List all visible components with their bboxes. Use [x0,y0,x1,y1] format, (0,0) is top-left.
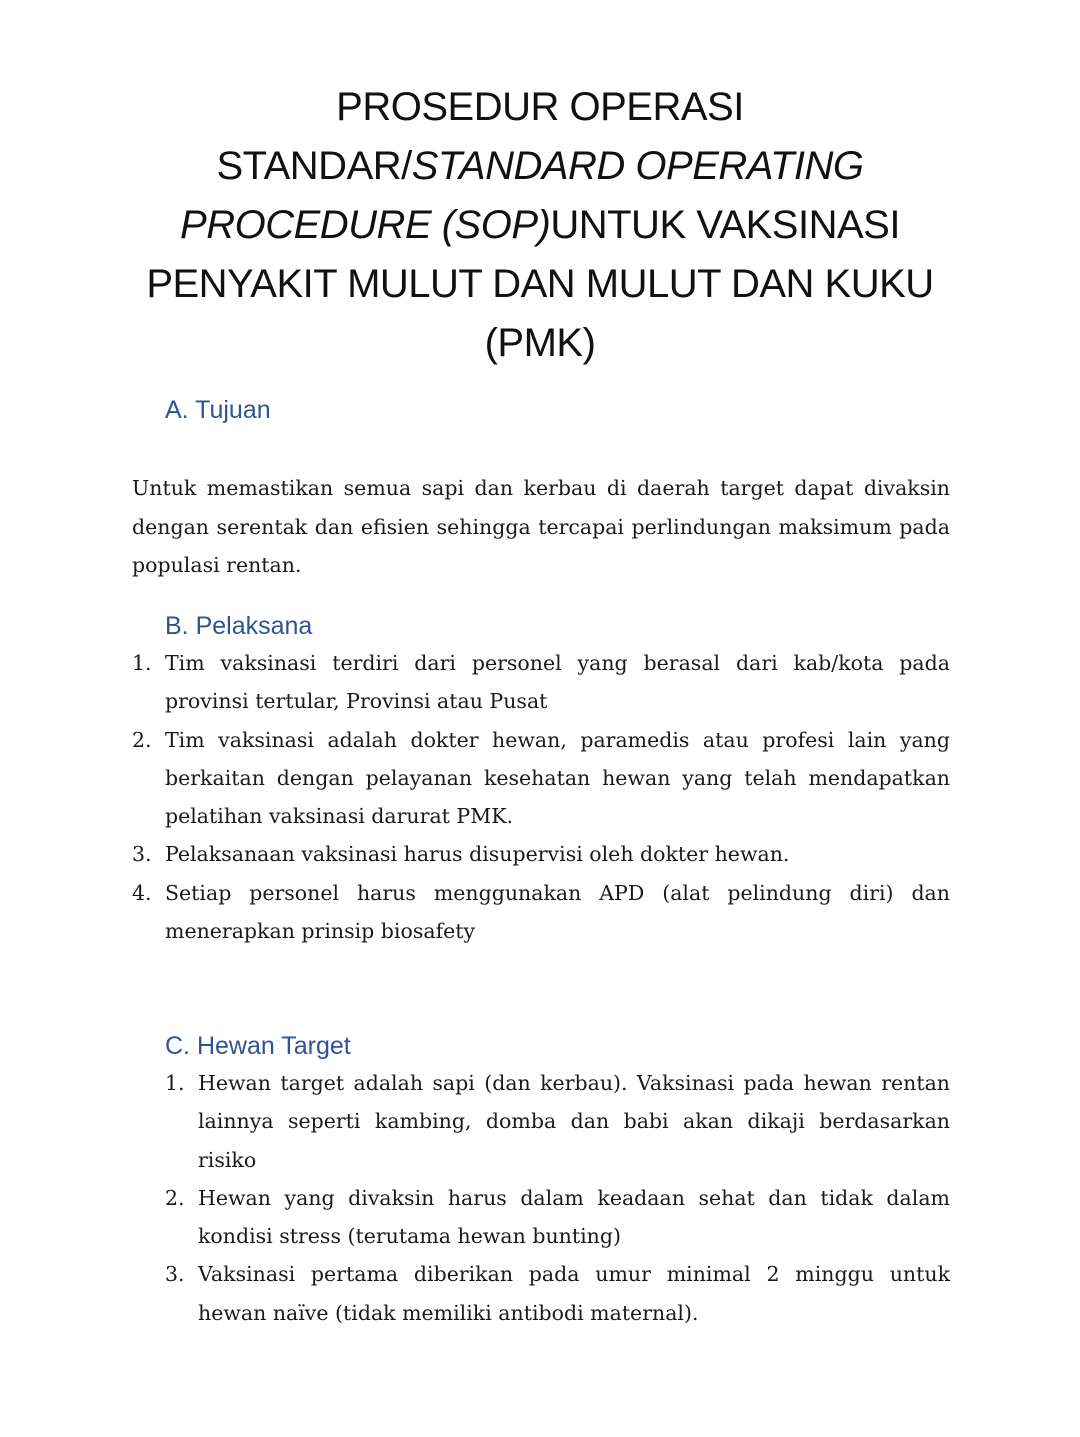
list-item-text: Tim vaksinasi terdiri dari personel yang berasal dari kab/kota pada provinsi tertular, Provinsi atau Pusat [165,651,950,714]
list-item-text: Tim vaksinasi adalah dokter hewan, paramedis atau profesi lain yang berkaitan dengan pelayanan kesehatan hewan yang telah mendapatkan pelatihan vaksinasi darurat PMK. [165,727,950,829]
section-b-list [132,644,950,950]
list-item [165,1255,950,1332]
list-item [132,644,950,721]
list-item [132,874,950,951]
list-item-text: Setiap personel harus menggunakan APD (alat pelindung diri) dan menerapkan prinsip biosafety [165,880,950,944]
list-item-number: 3. [132,842,152,867]
title-part-3: UNTUK VAKSINASI PENYAKIT MULUT DAN MULUT DAN KUKU (PMK) [146,203,934,365]
list-item [165,1179,950,1256]
list-item-text: Pelaksanaan vaksinasi harus disupervisi oleh dokter hewan. [165,842,790,867]
title-part-1: PROSEDUR OPERASI STANDAR/ [216,85,744,188]
list-item [132,721,950,836]
section-a-paragraph: Untuk memastikan semua sapi dan kerbau di daerah target dapat divaksin dengan serentak dan efisien sehingga tercapai perlindungan maksimum pada populasi rentan. [132,476,950,577]
list-item-text: Hewan target adalah sapi (dan kerbau). Vaksinasi pada hewan rentan lainnya seperti kambing, domba dan babi akan dikaji berdasarkan risiko [198,1071,950,1172]
list-item-number: 2. [165,1185,185,1210]
document-title [130,78,950,373]
list-item-number: 2. [132,727,152,752]
list-item-text: Hewan yang divaksin harus dalam keadaan sehat dan tidak dalam kondisi stress (terutama hewan bunting) [198,1185,950,1249]
list-item-number: 1. [132,651,152,675]
section-a-heading: A. Tujuan [165,396,271,424]
list-item-number: 1. [165,1071,185,1095]
list-item [132,835,950,873]
list-item-number: 4. [132,880,152,905]
list-item-text: Vaksinasi pertama diberikan pada umur minimal 2 minggu untuk hewan naïve (tidak memiliki antibodi maternal). [198,1262,950,1325]
section-b-heading: B. Pelaksana [165,612,313,640]
list-item [165,1064,950,1179]
list-item-number: 3. [165,1262,185,1287]
section-c-heading: C. Hewan Target [165,1032,351,1060]
section-c-list [165,1064,950,1332]
title-part-2-italic: STANDARD OPERATING PROCEDURE (SOP) [180,144,864,247]
